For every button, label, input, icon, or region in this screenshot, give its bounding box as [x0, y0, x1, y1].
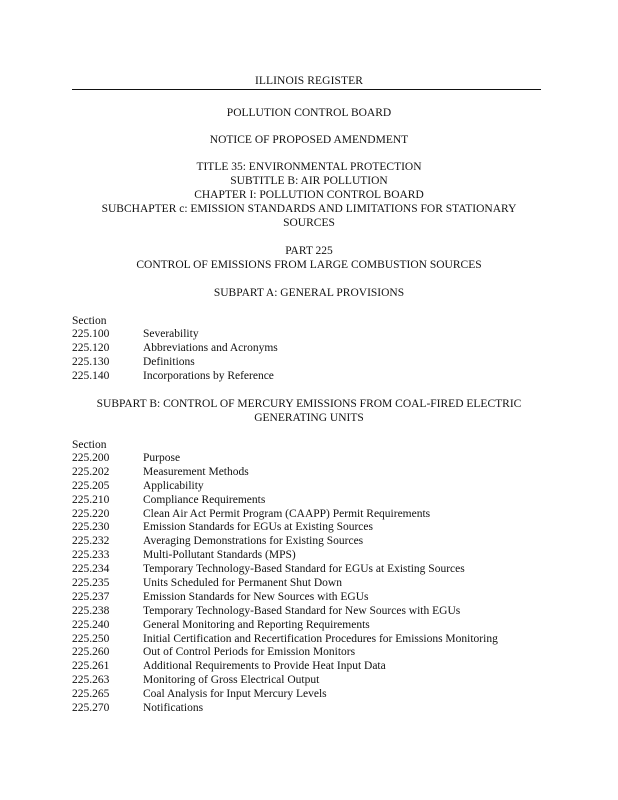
part-name: CONTROL OF EMISSIONS FROM LARGE COMBUSTION SOURCES: [136, 259, 482, 271]
section-title: General Monitoring and Reporting Requirements: [143, 618, 370, 631]
section-title: Temporary Technology-Based Standard for EGUs at Existing Sources: [143, 563, 465, 576]
part-number: PART 225: [285, 245, 333, 257]
section-row: [72, 549, 552, 563]
section-title: Units Scheduled for Permanent Shut Down: [143, 577, 342, 590]
section-number: 225.235: [72, 577, 110, 590]
board-name: POLLUTION CONTROL BOARD: [226, 107, 392, 119]
section-title: Out of Control Periods for Emission Monitors: [143, 646, 356, 659]
section-title: Initial Certification and Recertification Procedures for Emissions Monitoring: [143, 632, 498, 645]
section-number: 225.232: [72, 535, 110, 548]
section-row: [72, 535, 552, 549]
section-row: [72, 370, 552, 384]
notice-title: NOTICE OF PROPOSED AMENDMENT: [209, 134, 409, 146]
section-number: 225.261: [72, 660, 110, 673]
section-title: Monitoring of Gross Electrical Output: [143, 674, 320, 687]
section-row: [72, 452, 552, 466]
section-title: Compliance Requirements: [143, 493, 266, 506]
subtitle-line: SUBTITLE B: AIR POLLUTION: [230, 175, 388, 187]
section-row: [72, 591, 552, 605]
section-number: 225.210: [72, 493, 110, 506]
section-row: [72, 521, 552, 535]
section-title: Emission Standards for EGUs at Existing Sources: [143, 521, 373, 534]
section-row: [72, 563, 552, 577]
section-title: Clean Air Act Permit Program (CAAPP) Permit Requirements: [143, 507, 431, 520]
section-title: Notifications: [143, 702, 204, 715]
section-title: Temporary Technology-Based Standard for New Sources with EGUs: [143, 604, 461, 617]
section-title: Additional Requirements to Provide Heat Input Data: [143, 660, 386, 673]
section-row: [72, 646, 552, 660]
subpart-b-heading-line-1: SUBPART B: CONTROL OF MERCURY EMISSIONS FROM COAL-FIRED ELECTRIC: [96, 398, 522, 410]
section-row: [72, 480, 552, 494]
header-rule: [72, 89, 541, 90]
section-row: [72, 688, 552, 702]
section-number: 225.250: [72, 632, 110, 645]
chapter-line: CHAPTER I: POLLUTION CONTROL BOARD: [194, 189, 424, 201]
subchapter-line-2: SOURCES: [283, 217, 335, 229]
section-number: 225.120: [72, 341, 110, 354]
section-title: Averaging Demonstrations for Existing Sources: [143, 535, 364, 548]
section-number: 225.100: [72, 328, 110, 340]
section-row: [72, 342, 552, 356]
section-number: 225.233: [72, 549, 110, 562]
section-title: Abbreviations and Acronyms: [143, 341, 278, 354]
section-number: 225.240: [72, 618, 110, 631]
section-row: [72, 605, 552, 619]
section-title: Multi-Pollutant Standards (MPS): [143, 549, 296, 562]
section-number: 225.205: [72, 479, 110, 492]
section-number: 225.130: [72, 355, 110, 368]
section-number: 225.237: [72, 590, 110, 603]
section-number: 225.234: [72, 563, 110, 576]
section-number: 225.230: [72, 521, 110, 534]
section-title: Definitions: [143, 355, 195, 368]
section-row: [72, 577, 552, 591]
section-row: [72, 633, 552, 647]
section-row: [72, 466, 552, 480]
subpart-b-section-label: Section: [72, 439, 107, 451]
section-row: [72, 328, 552, 342]
subchapter-line-1: SUBCHAPTER c: EMISSION STANDARDS AND LIMITATIONS FOR STATIONARY: [101, 203, 517, 215]
section-title: Severability: [143, 328, 199, 340]
section-number: 225.200: [72, 452, 110, 464]
section-row: [72, 356, 552, 370]
section-title: Purpose: [143, 452, 181, 464]
subpart-a-section-list: [72, 328, 552, 384]
section-row: [72, 508, 552, 522]
title-line: TITLE 35: ENVIRONMENTAL PROTECTION: [196, 161, 422, 173]
section-row: [72, 494, 552, 508]
section-number: 225.260: [72, 646, 110, 659]
subpart-b-section-list: [72, 452, 552, 716]
section-number: 225.265: [72, 688, 110, 701]
section-title: Emission Standards for New Sources with EGUs: [143, 590, 369, 603]
subpart-a-heading: SUBPART A: GENERAL PROVISIONS: [213, 287, 405, 299]
section-number: 225.202: [72, 465, 110, 478]
section-title: Applicability: [143, 479, 204, 492]
subpart-b-heading: [60, 397, 558, 425]
section-title: Coal Analysis for Input Mercury Levels: [143, 688, 327, 701]
section-row: [72, 619, 552, 633]
section-number: 225.270: [72, 702, 110, 715]
part-block: [60, 244, 558, 272]
section-number: 225.140: [72, 369, 110, 382]
section-row: [72, 660, 552, 674]
section-title: Measurement Methods: [143, 465, 249, 478]
section-row: [72, 674, 552, 688]
section-row: [72, 702, 552, 716]
subpart-b-heading-line-2: GENERATING UNITS: [254, 412, 364, 424]
section-title: Incorporations by Reference: [143, 369, 274, 382]
section-number: 225.263: [72, 674, 110, 687]
subpart-a-section-label: Section: [72, 315, 107, 327]
register-header: ILLINOIS REGISTER: [254, 75, 364, 87]
section-number: 225.238: [72, 604, 110, 617]
section-number: 225.220: [72, 507, 110, 520]
title-block: [60, 160, 558, 230]
